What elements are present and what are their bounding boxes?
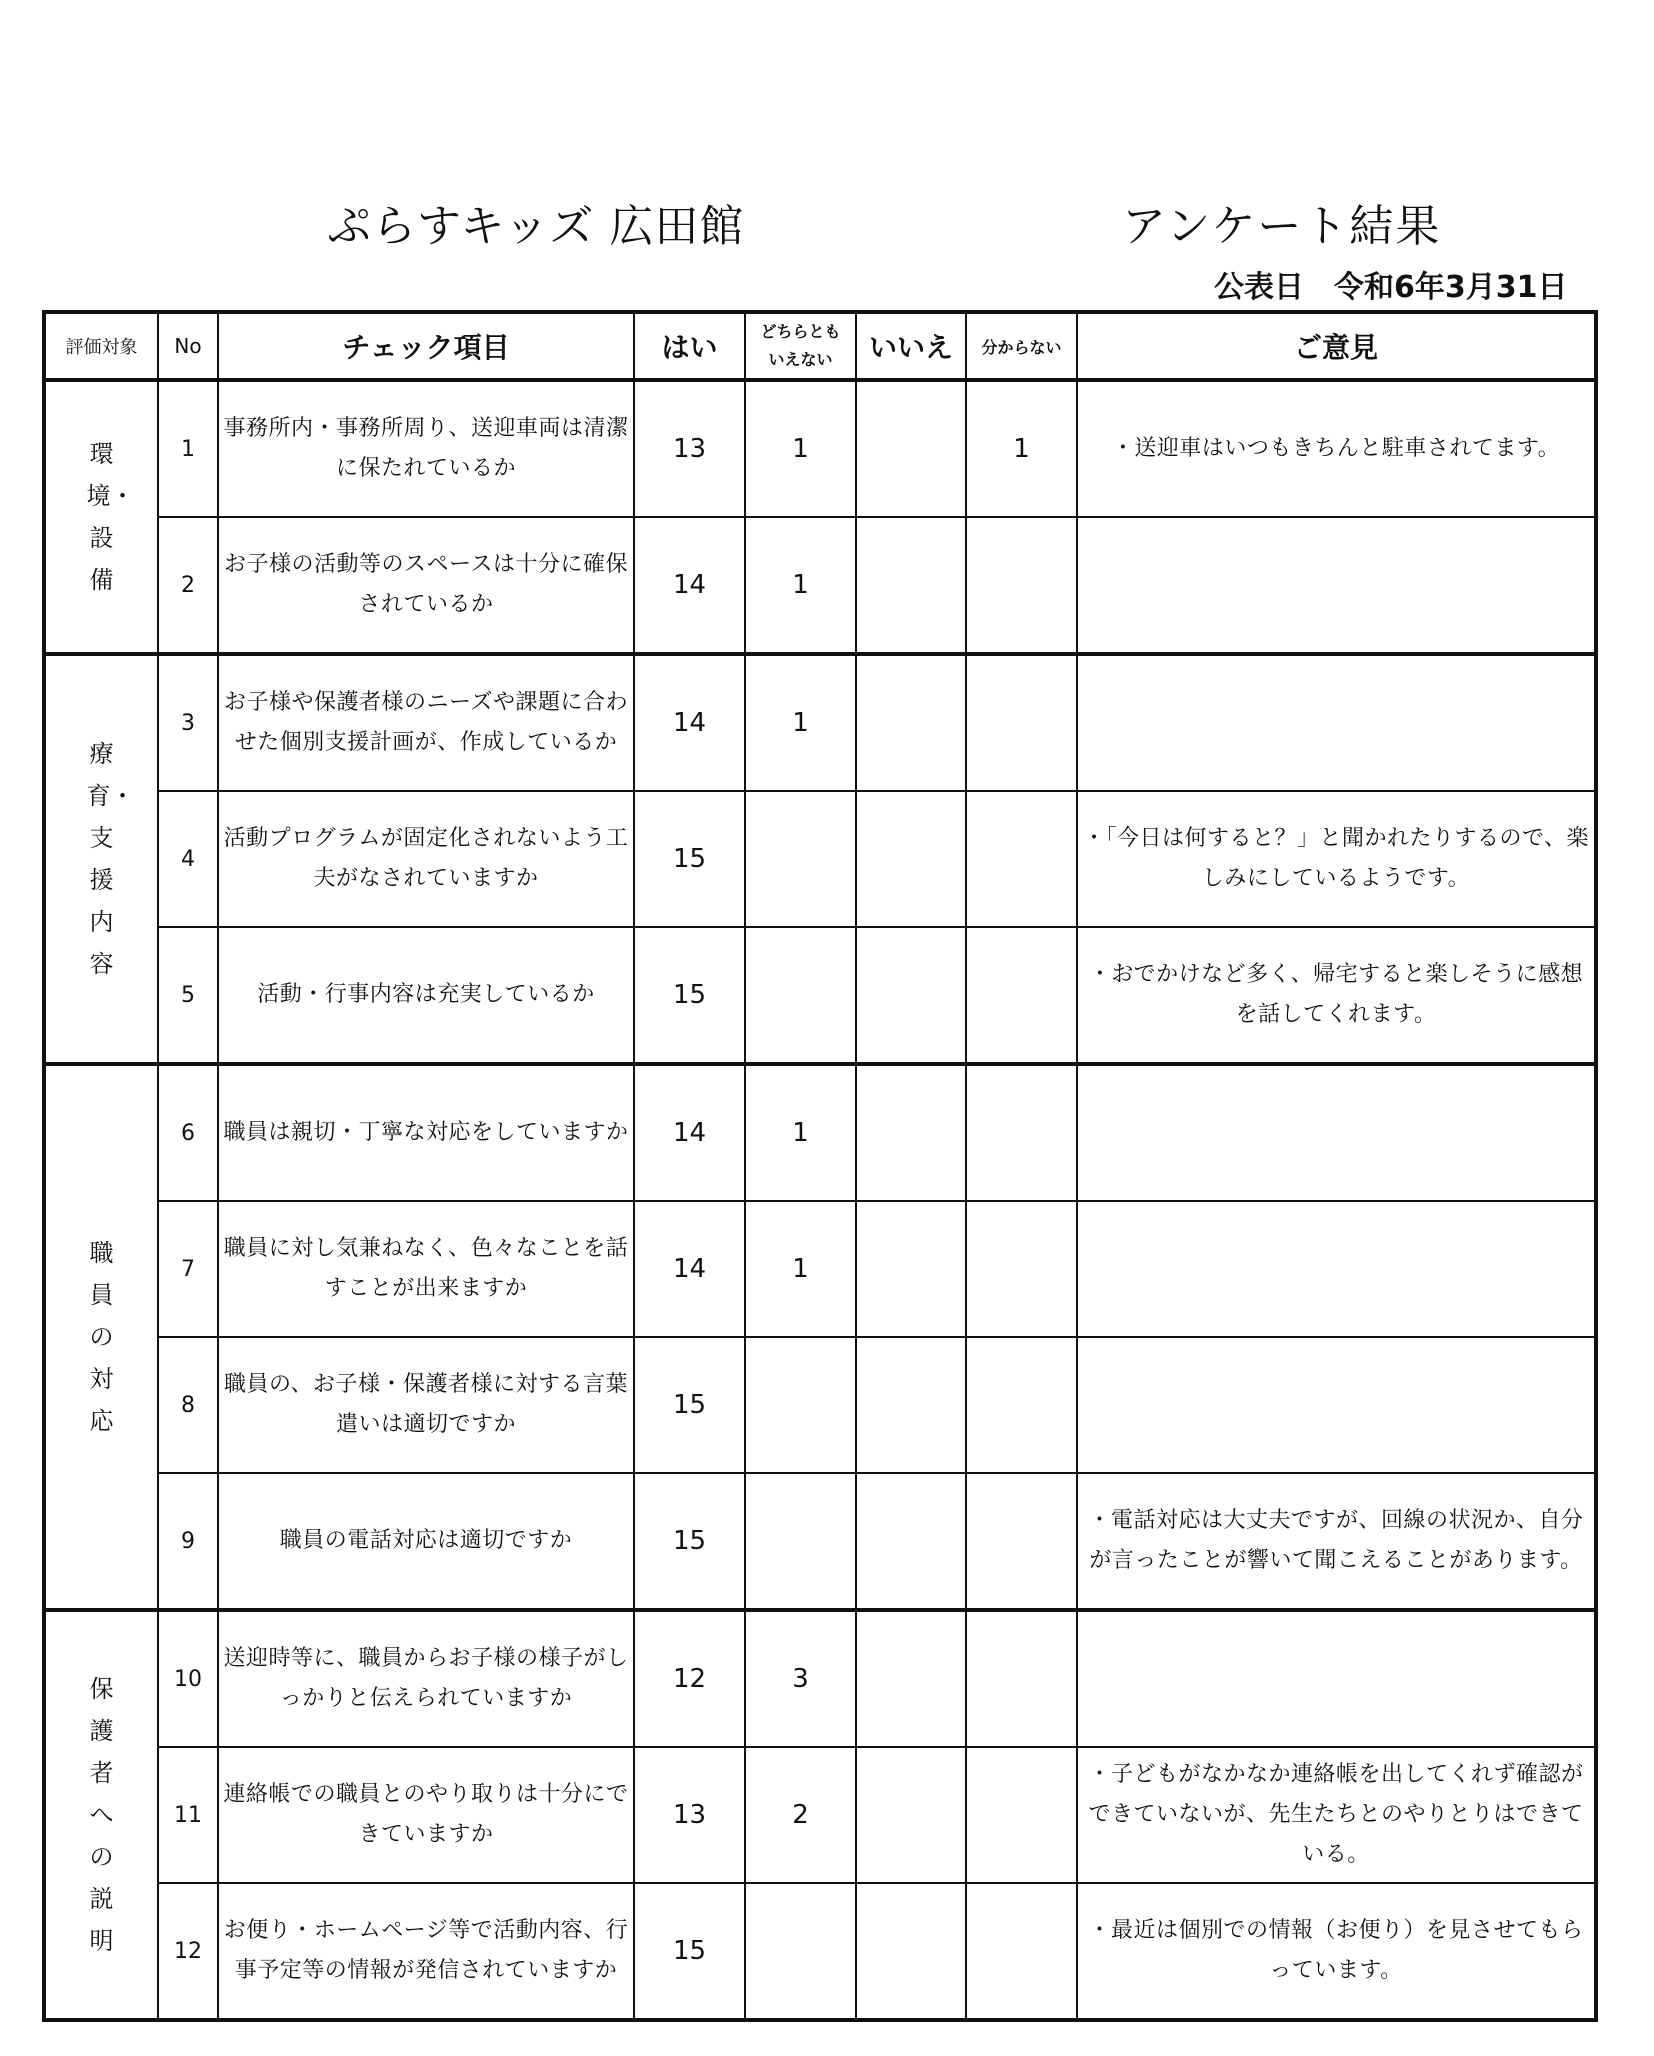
category-cell bbox=[44, 1610, 158, 2020]
table-row bbox=[44, 1610, 1596, 1747]
opinion-text: ・送迎車はいつもきちんと駐車されてます。 bbox=[1077, 380, 1596, 517]
count-yes: 15 bbox=[634, 791, 745, 927]
row-number: 3 bbox=[158, 654, 218, 791]
row-number: 7 bbox=[158, 1201, 218, 1337]
count-no bbox=[856, 927, 966, 1064]
opinion-text bbox=[1077, 1201, 1596, 1337]
count-yes: 14 bbox=[634, 654, 745, 791]
column-header-no-answer: いいえ bbox=[856, 312, 966, 380]
column-header-item: チェック項目 bbox=[218, 312, 634, 380]
opinion-text bbox=[1077, 654, 1596, 791]
count-yes: 14 bbox=[634, 517, 745, 654]
count-no bbox=[856, 791, 966, 927]
count-unknown bbox=[966, 1201, 1077, 1337]
opinion-text: ・最近は個別での情報（お便り）を見させてもらっています。 bbox=[1077, 1883, 1596, 2020]
facility-name: ぷらすキッズ 広田館 bbox=[327, 201, 745, 252]
table-row bbox=[44, 1883, 1596, 2020]
count-yes: 15 bbox=[634, 927, 745, 1064]
row-number: 5 bbox=[158, 927, 218, 1064]
count-no bbox=[856, 1201, 966, 1337]
opinion-text bbox=[1077, 1064, 1596, 1201]
count-neutral bbox=[745, 1473, 856, 1610]
count-yes: 13 bbox=[634, 380, 745, 517]
count-neutral: 1 bbox=[745, 380, 856, 517]
row-number: 1 bbox=[158, 380, 218, 517]
category-label: 保護者への説明 bbox=[89, 1675, 114, 1955]
opinion-text: ・子どもがなかなか連絡帳を出してくれず確認ができていないが、先生たちとのやりとりはできている。 bbox=[1077, 1747, 1596, 1883]
column-header-neutral-line2: いえない bbox=[768, 350, 833, 369]
count-no bbox=[856, 1883, 966, 2020]
column-header-category: 評価対象 bbox=[44, 312, 158, 380]
row-number: 6 bbox=[158, 1064, 218, 1201]
table-row bbox=[44, 791, 1596, 927]
count-neutral: 1 bbox=[745, 654, 856, 791]
table-row bbox=[44, 1473, 1596, 1610]
document-title: アンケート結果 bbox=[1122, 201, 1442, 252]
category-label: 職員の対応 bbox=[89, 1239, 114, 1435]
table-row bbox=[44, 380, 1596, 517]
row-number: 10 bbox=[158, 1610, 218, 1747]
column-header-unknown: 分からない bbox=[966, 312, 1077, 380]
count-neutral: 3 bbox=[745, 1610, 856, 1747]
check-item: お子様の活動等のスペースは十分に確保されているか bbox=[218, 517, 634, 654]
check-item: 職員の電話対応は適切ですか bbox=[218, 1473, 634, 1610]
table-row bbox=[44, 517, 1596, 654]
column-header-no: No bbox=[158, 312, 218, 380]
count-yes: 14 bbox=[634, 1064, 745, 1201]
row-number: 4 bbox=[158, 791, 218, 927]
category-cell bbox=[44, 380, 158, 654]
survey-results-table bbox=[42, 310, 1598, 2022]
count-yes: 12 bbox=[634, 1610, 745, 1747]
category-label: 療育・支援内容 bbox=[86, 740, 135, 978]
check-item: 事務所内・事務所周り、送迎車両は清潔に保たれているか bbox=[218, 380, 634, 517]
column-header-neutral bbox=[745, 312, 856, 380]
count-unknown bbox=[966, 1883, 1077, 2020]
count-unknown bbox=[966, 791, 1077, 927]
opinion-text: ・電話対応は大丈夫ですが、回線の状況か、自分が言ったことが響いて聞こえることがあります。 bbox=[1077, 1473, 1596, 1610]
count-no bbox=[856, 1064, 966, 1201]
count-unknown bbox=[966, 1473, 1077, 1610]
row-number: 12 bbox=[158, 1883, 218, 2020]
count-neutral: 1 bbox=[745, 517, 856, 654]
check-item: 連絡帳での職員とのやり取りは十分にできていますか bbox=[218, 1747, 634, 1883]
check-item: お便り・ホームページ等で活動内容、行事予定等の情報が発信されていますか bbox=[218, 1883, 634, 2020]
check-item: お子様や保護者様のニーズや課題に合わせた個別支援計画が、作成しているか bbox=[218, 654, 634, 791]
category-cell bbox=[44, 1064, 158, 1610]
count-unknown bbox=[966, 517, 1077, 654]
count-no bbox=[856, 1337, 966, 1473]
count-neutral bbox=[745, 1337, 856, 1473]
opinion-text bbox=[1077, 1610, 1596, 1747]
count-unknown bbox=[966, 1337, 1077, 1473]
opinion-text bbox=[1077, 517, 1596, 654]
category-cell bbox=[44, 654, 158, 1064]
count-neutral: 1 bbox=[745, 1064, 856, 1201]
count-yes: 15 bbox=[634, 1337, 745, 1473]
count-yes: 15 bbox=[634, 1883, 745, 2020]
count-neutral bbox=[745, 927, 856, 1064]
count-yes: 14 bbox=[634, 1201, 745, 1337]
opinion-text: ・「今日は何すると？」と聞かれたりするので、楽しみにしているようです。 bbox=[1077, 791, 1596, 927]
count-no bbox=[856, 654, 966, 791]
count-neutral bbox=[745, 1883, 856, 2020]
column-header-yes: はい bbox=[634, 312, 745, 380]
table-header-row bbox=[44, 312, 1596, 380]
column-header-neutral-line1: どちらとも bbox=[760, 322, 841, 341]
row-number: 9 bbox=[158, 1473, 218, 1610]
row-number: 2 bbox=[158, 517, 218, 654]
count-no bbox=[856, 380, 966, 517]
count-unknown: 1 bbox=[966, 380, 1077, 517]
check-item: 送迎時等に、職員からお子様の様子がしっかりと伝えられていますか bbox=[218, 1610, 634, 1747]
opinion-text: ・おでかけなど多く、帰宅すると楽しそうに感想を話してくれます。 bbox=[1077, 927, 1596, 1064]
check-item: 活動プログラムが固定化されないよう工夫がなされていますか bbox=[218, 791, 634, 927]
column-header-opinion: ご意見 bbox=[1077, 312, 1596, 380]
table-row bbox=[44, 927, 1596, 1064]
publication-date-value: 令和6年3月31日 bbox=[1334, 270, 1568, 305]
check-item: 職員は親切・丁寧な対応をしていますか bbox=[218, 1064, 634, 1201]
count-neutral: 2 bbox=[745, 1747, 856, 1883]
check-item: 職員の、お子様・保護者様に対する言葉遣いは適切ですか bbox=[218, 1337, 634, 1473]
count-unknown bbox=[966, 927, 1077, 1064]
row-number: 8 bbox=[158, 1337, 218, 1473]
count-no bbox=[856, 1473, 966, 1610]
count-unknown bbox=[966, 1064, 1077, 1201]
publication-date bbox=[1214, 262, 1568, 306]
table-row bbox=[44, 1337, 1596, 1473]
count-unknown bbox=[966, 654, 1077, 791]
category-label: 環境・設備 bbox=[86, 440, 135, 594]
publication-date-label: 公表日 bbox=[1214, 270, 1304, 305]
row-number: 11 bbox=[158, 1747, 218, 1883]
check-item: 活動・行事内容は充実しているか bbox=[218, 927, 634, 1064]
check-item: 職員に対し気兼ねなく、色々なことを話すことが出来ますか bbox=[218, 1201, 634, 1337]
count-no bbox=[856, 1610, 966, 1747]
opinion-text bbox=[1077, 1337, 1596, 1473]
count-unknown bbox=[966, 1747, 1077, 1883]
count-unknown bbox=[966, 1610, 1077, 1747]
table-row bbox=[44, 1064, 1596, 1201]
count-no bbox=[856, 1747, 966, 1883]
table-row bbox=[44, 1201, 1596, 1337]
count-yes: 15 bbox=[634, 1473, 745, 1610]
count-neutral bbox=[745, 791, 856, 927]
count-neutral: 1 bbox=[745, 1201, 856, 1337]
table-row bbox=[44, 1747, 1596, 1883]
count-yes: 13 bbox=[634, 1747, 745, 1883]
count-no bbox=[856, 517, 966, 654]
table-row bbox=[44, 654, 1596, 791]
